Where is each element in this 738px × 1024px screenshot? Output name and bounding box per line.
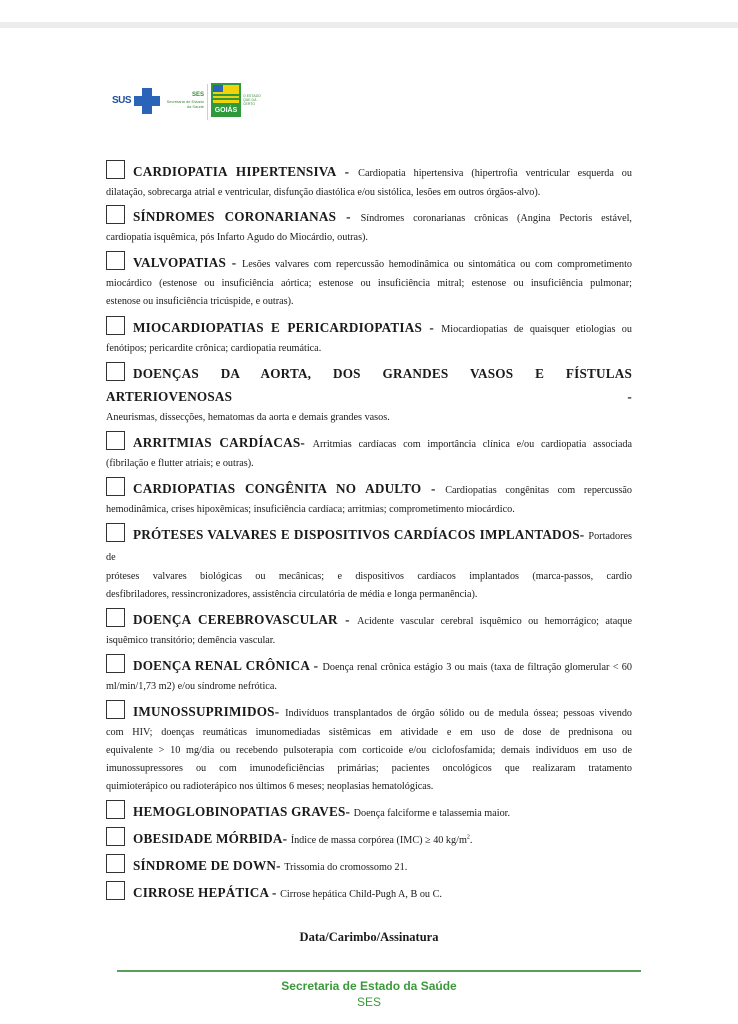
- checklist-item-detail-line: miocárdico (estenose ou insuficiência aórtica; estenose ou insuficiência mitral; estenose ou insuficiência pulmonar;: [106, 278, 632, 289]
- checklist-item-detail-line: cardiopatia isquêmica, pós Infarto Agudo do Miocárdio, outras).: [106, 232, 368, 243]
- checklist-item-header: [106, 160, 632, 184]
- checklist-item-description: Acidente vascular cerebral isquêmico ou hemorrágico; ataque: [357, 616, 632, 627]
- sus-logo-text: SUS: [112, 95, 132, 106]
- checklist-item-header: [106, 827, 632, 851]
- logo-divider: [207, 84, 208, 120]
- checklist-item-title: SÍNDROMES CORONARIANAS: [133, 209, 337, 224]
- checklist-item-detail-line: com HIV; doenças reumáticas imunomediadas sistêmicas em atividade e em uso de dose de prednisona ou: [106, 727, 632, 738]
- checklist-item-details: [106, 678, 632, 696]
- checklist-item-title: IMUNOSSUPRIMIDOS: [133, 704, 275, 719]
- header-logos: [112, 82, 272, 122]
- checklist-item-separator: -: [282, 831, 291, 846]
- checklist-item-details: [106, 275, 632, 311]
- checklist-item: [106, 362, 632, 427]
- checklist-item: [106, 881, 632, 905]
- checklist-item: [106, 700, 632, 796]
- checklist-item-title: CARDIOPATIA HIPERTENSIVA: [133, 164, 336, 179]
- checklist-item-details: [106, 568, 632, 604]
- checklist-item-description: Lesões valvares com repercussão hemodinâmica ou sintomática ou com comprometimento: [242, 259, 633, 270]
- checklist-item-header: [106, 205, 632, 229]
- checklist-item-separator: -: [336, 209, 361, 224]
- checklist-item-detail-line: desfibriladores, ressincronizadores, assistência circulatória de média e longa permanência).: [106, 589, 478, 600]
- checklist-item-detail-line: equivalente > 10 mg/dia ou recebendo pulsoterapia com corticoide e/ou ciclofosfamida; demais indivíduos em uso de: [106, 745, 632, 756]
- checklist-item-description: Arritmias cardíacas com importância clínica e/ou cardiopatia associada: [312, 439, 633, 450]
- goias-tagline: O ESTADO QUE DÁ CERTO: [243, 94, 261, 106]
- checklist-item: [106, 431, 632, 473]
- checklist-item-details: [106, 724, 632, 796]
- checklist-item: [106, 477, 632, 519]
- checklist-item-description: Portadores de: [106, 531, 632, 563]
- checklist-item-header: [106, 800, 632, 824]
- checkbox[interactable]: [106, 477, 125, 496]
- checklist-item-description-end: .: [469, 835, 473, 846]
- footer-org-abbrev: SES: [356, 995, 381, 1009]
- checklist-item-title: MIOCARDIOPATIAS E PERICARDIOPATIAS: [133, 320, 422, 335]
- checklist-item-detail-line: imunossupressores ou com imunodeficiências primárias; pacientes oncológicos que realizaram tratamento: [106, 763, 632, 774]
- checklist-item-separator: -: [300, 435, 313, 450]
- checklist-item-separator: -: [421, 320, 442, 335]
- checklist-item-title: OBESIDADE MÓRBIDA: [133, 831, 283, 846]
- checklist-item-title: DOENÇAS DA AORTA, DOS GRANDES VASOS E FÍSTULAS ARTERIOVENOSAS: [106, 366, 632, 404]
- checklist-item-title: PRÓTESES VALVARES E DISPOSITIVOS CARDÍACOS IMPLANTADOS: [133, 527, 580, 542]
- checklist-item: [106, 316, 632, 358]
- checklist-item-description: Índice de massa corpórea (IMC) ≥ 40 kg/m: [290, 835, 467, 846]
- checklist-item-description: Cardiopatias congênitas com repercussão: [445, 485, 632, 496]
- checklist-item-header: [106, 654, 632, 678]
- checklist-item: [106, 800, 632, 824]
- checklist-item-separator: -: [421, 481, 446, 496]
- checkbox[interactable]: [106, 523, 125, 542]
- checklist-item-detail-line: próteses valvares biológicas ou mecânicas; e dispositivos cardíacos implantados (marca-passos, cardio: [106, 571, 632, 582]
- checklist-item: [106, 654, 632, 696]
- checklist-item-details: [106, 229, 632, 247]
- checkbox[interactable]: [106, 251, 125, 270]
- checklist-item-title: DOENÇA CEREBROVASCULAR: [133, 612, 338, 627]
- checklist-item-title: HEMOGLOBINOPATIAS GRAVES: [133, 804, 346, 819]
- checklist-item-header: [106, 700, 632, 724]
- ses-logo-title: SES: [191, 92, 204, 98]
- sus-cross-icon: [134, 88, 160, 114]
- checklist-item-separator: -: [274, 704, 286, 719]
- checklist-item-header: [106, 362, 632, 409]
- checklist-item-header: [106, 431, 632, 455]
- checkbox[interactable]: [106, 700, 125, 719]
- checklist-item-description: Indivíduos transplantados de órgão sólido ou de medula óssea; pessoas vivendo: [285, 708, 633, 719]
- checklist-item-separator: -: [268, 885, 281, 900]
- checklist-item-separator: -: [309, 658, 323, 673]
- checklist-item-detail-line: hemodinâmica, crises hipoxêmicas; insuficiência cardíaca; arritmias; comprometimento miocárdico.: [106, 504, 515, 515]
- ses-logo: [164, 92, 204, 109]
- checklist-item-detail-line: quimioterápico ou radioterápico nos últimos 6 meses; neoplasias hematológicas.: [106, 781, 434, 792]
- checklist-item-description: Cirrose hepática Child-Pugh A, B ou C.: [280, 889, 442, 900]
- checklist-item-title: ARRITMIAS CARDÍACAS: [133, 435, 301, 450]
- checklist-item-detail-line: (fibrilação e flutter atriais; e outras).: [106, 458, 254, 469]
- checklist-item-separator: -: [226, 255, 243, 270]
- checklist-item-header: [106, 881, 632, 905]
- checklist-item: [106, 854, 632, 878]
- checklist-item-description: Doença renal crônica estágio 3 ou mais (taxa de filtração glomerular < 60: [322, 662, 632, 673]
- checkbox[interactable]: [106, 827, 125, 846]
- checklist-item-detail-line: estenose ou insuficiência tricúspide, e outras).: [106, 296, 294, 307]
- checklist-item-detail-line: ml/min/1,73 m2) e/ou síndrome nefrótica.: [106, 681, 277, 692]
- checkbox[interactable]: [106, 881, 125, 900]
- viewer-top-band: [0, 22, 738, 28]
- checklist-item: [106, 251, 632, 311]
- checklist-item-header: [106, 477, 632, 501]
- ses-logo-subtitle: Secretaria de Estado da Saúde: [166, 99, 204, 109]
- checklist-item-description: Miocardiopatias de quaisquer etiologias ou: [441, 324, 632, 335]
- checkbox[interactable]: [106, 431, 125, 450]
- checklist-item-separator: -: [232, 389, 632, 404]
- checklist-item-description: Trissomia do cromossomo 21.: [284, 862, 408, 873]
- signature-label: Data/Carimbo/Assinatura: [299, 930, 439, 944]
- checklist-item: [106, 608, 632, 650]
- checkbox[interactable]: [106, 205, 125, 224]
- checklist-item-detail-line: dilatação, sobrecarga atrial e ventricular, disfunção diastólica e/ou sistólica, lesões em outros órgãos-alvo).: [106, 187, 541, 198]
- checkbox[interactable]: [106, 316, 125, 335]
- checklist-item-details: [106, 184, 632, 202]
- checklist-item-details: [106, 501, 632, 519]
- superscript: 2: [466, 834, 470, 841]
- checklist-item: [106, 160, 632, 202]
- goias-logo-text: GOIÁS: [214, 107, 238, 114]
- checklist-item-title: CIRROSE HEPÁTICA: [133, 885, 269, 900]
- checklist-item-separator: -: [337, 612, 358, 627]
- checklist-item-header: [106, 854, 632, 878]
- checklist-item-title: SÍNDROME DE DOWN: [133, 858, 277, 873]
- footer-divider: [117, 970, 641, 972]
- checklist-item: [106, 523, 632, 604]
- goias-flag-stripe: [213, 94, 239, 96]
- comorbidity-checklist: [106, 160, 632, 908]
- checklist-item-detail-line: isquêmico transitório; demência vascular.: [106, 635, 276, 646]
- checklist-item-header: [106, 316, 632, 340]
- goias-flag-stripe: [213, 98, 239, 100]
- goias-logo: [211, 83, 241, 117]
- checklist-item-title: VALVOPATIAS: [133, 255, 227, 270]
- checklist-item-details: [106, 632, 632, 650]
- footer-org-name: Secretaria de Estado da Saúde: [281, 979, 457, 993]
- checklist-item-description: Cardiopatia hipertensiva (hipertrofia ventricular esquerda ou: [358, 168, 632, 179]
- checklist-item-header: [106, 608, 632, 632]
- goias-flag-canton: [213, 85, 223, 92]
- checkbox[interactable]: [106, 654, 125, 673]
- checklist-item-separator: -: [579, 527, 589, 542]
- checklist-item-title: CARDIOPATIAS CONGÊNITA NO ADULTO: [133, 481, 422, 496]
- checklist-item-title: DOENÇA RENAL CRÔNICA: [133, 658, 310, 673]
- checkbox[interactable]: [106, 362, 125, 381]
- checklist-item: [106, 827, 632, 851]
- checklist-item-description: Síndromes coronarianas crônicas (Angina Pectoris estável,: [360, 213, 632, 224]
- checklist-item: [106, 205, 632, 247]
- checklist-item-separator: -: [345, 804, 354, 819]
- checklist-item-details: [106, 340, 632, 358]
- checklist-item-detail-line: Aneurismas, dissecções, hematomas da aorta e demais grandes vasos.: [106, 412, 390, 423]
- checkbox[interactable]: [106, 160, 125, 179]
- checklist-item-description: Doença falciforme e talassemia maior.: [353, 808, 511, 819]
- checklist-item-separator: -: [276, 858, 285, 873]
- checklist-item-detail-line: fenótipos; pericardite crônica; cardiopatia reumática.: [106, 343, 322, 354]
- checklist-item-header: [106, 251, 632, 275]
- checklist-item-details: [106, 409, 632, 427]
- checklist-item-separator: -: [335, 164, 359, 179]
- checkbox[interactable]: [106, 800, 125, 819]
- checklist-item-details: [106, 455, 632, 473]
- checklist-item-header: [106, 523, 632, 568]
- checkbox[interactable]: [106, 608, 125, 627]
- checkbox[interactable]: [106, 854, 125, 873]
